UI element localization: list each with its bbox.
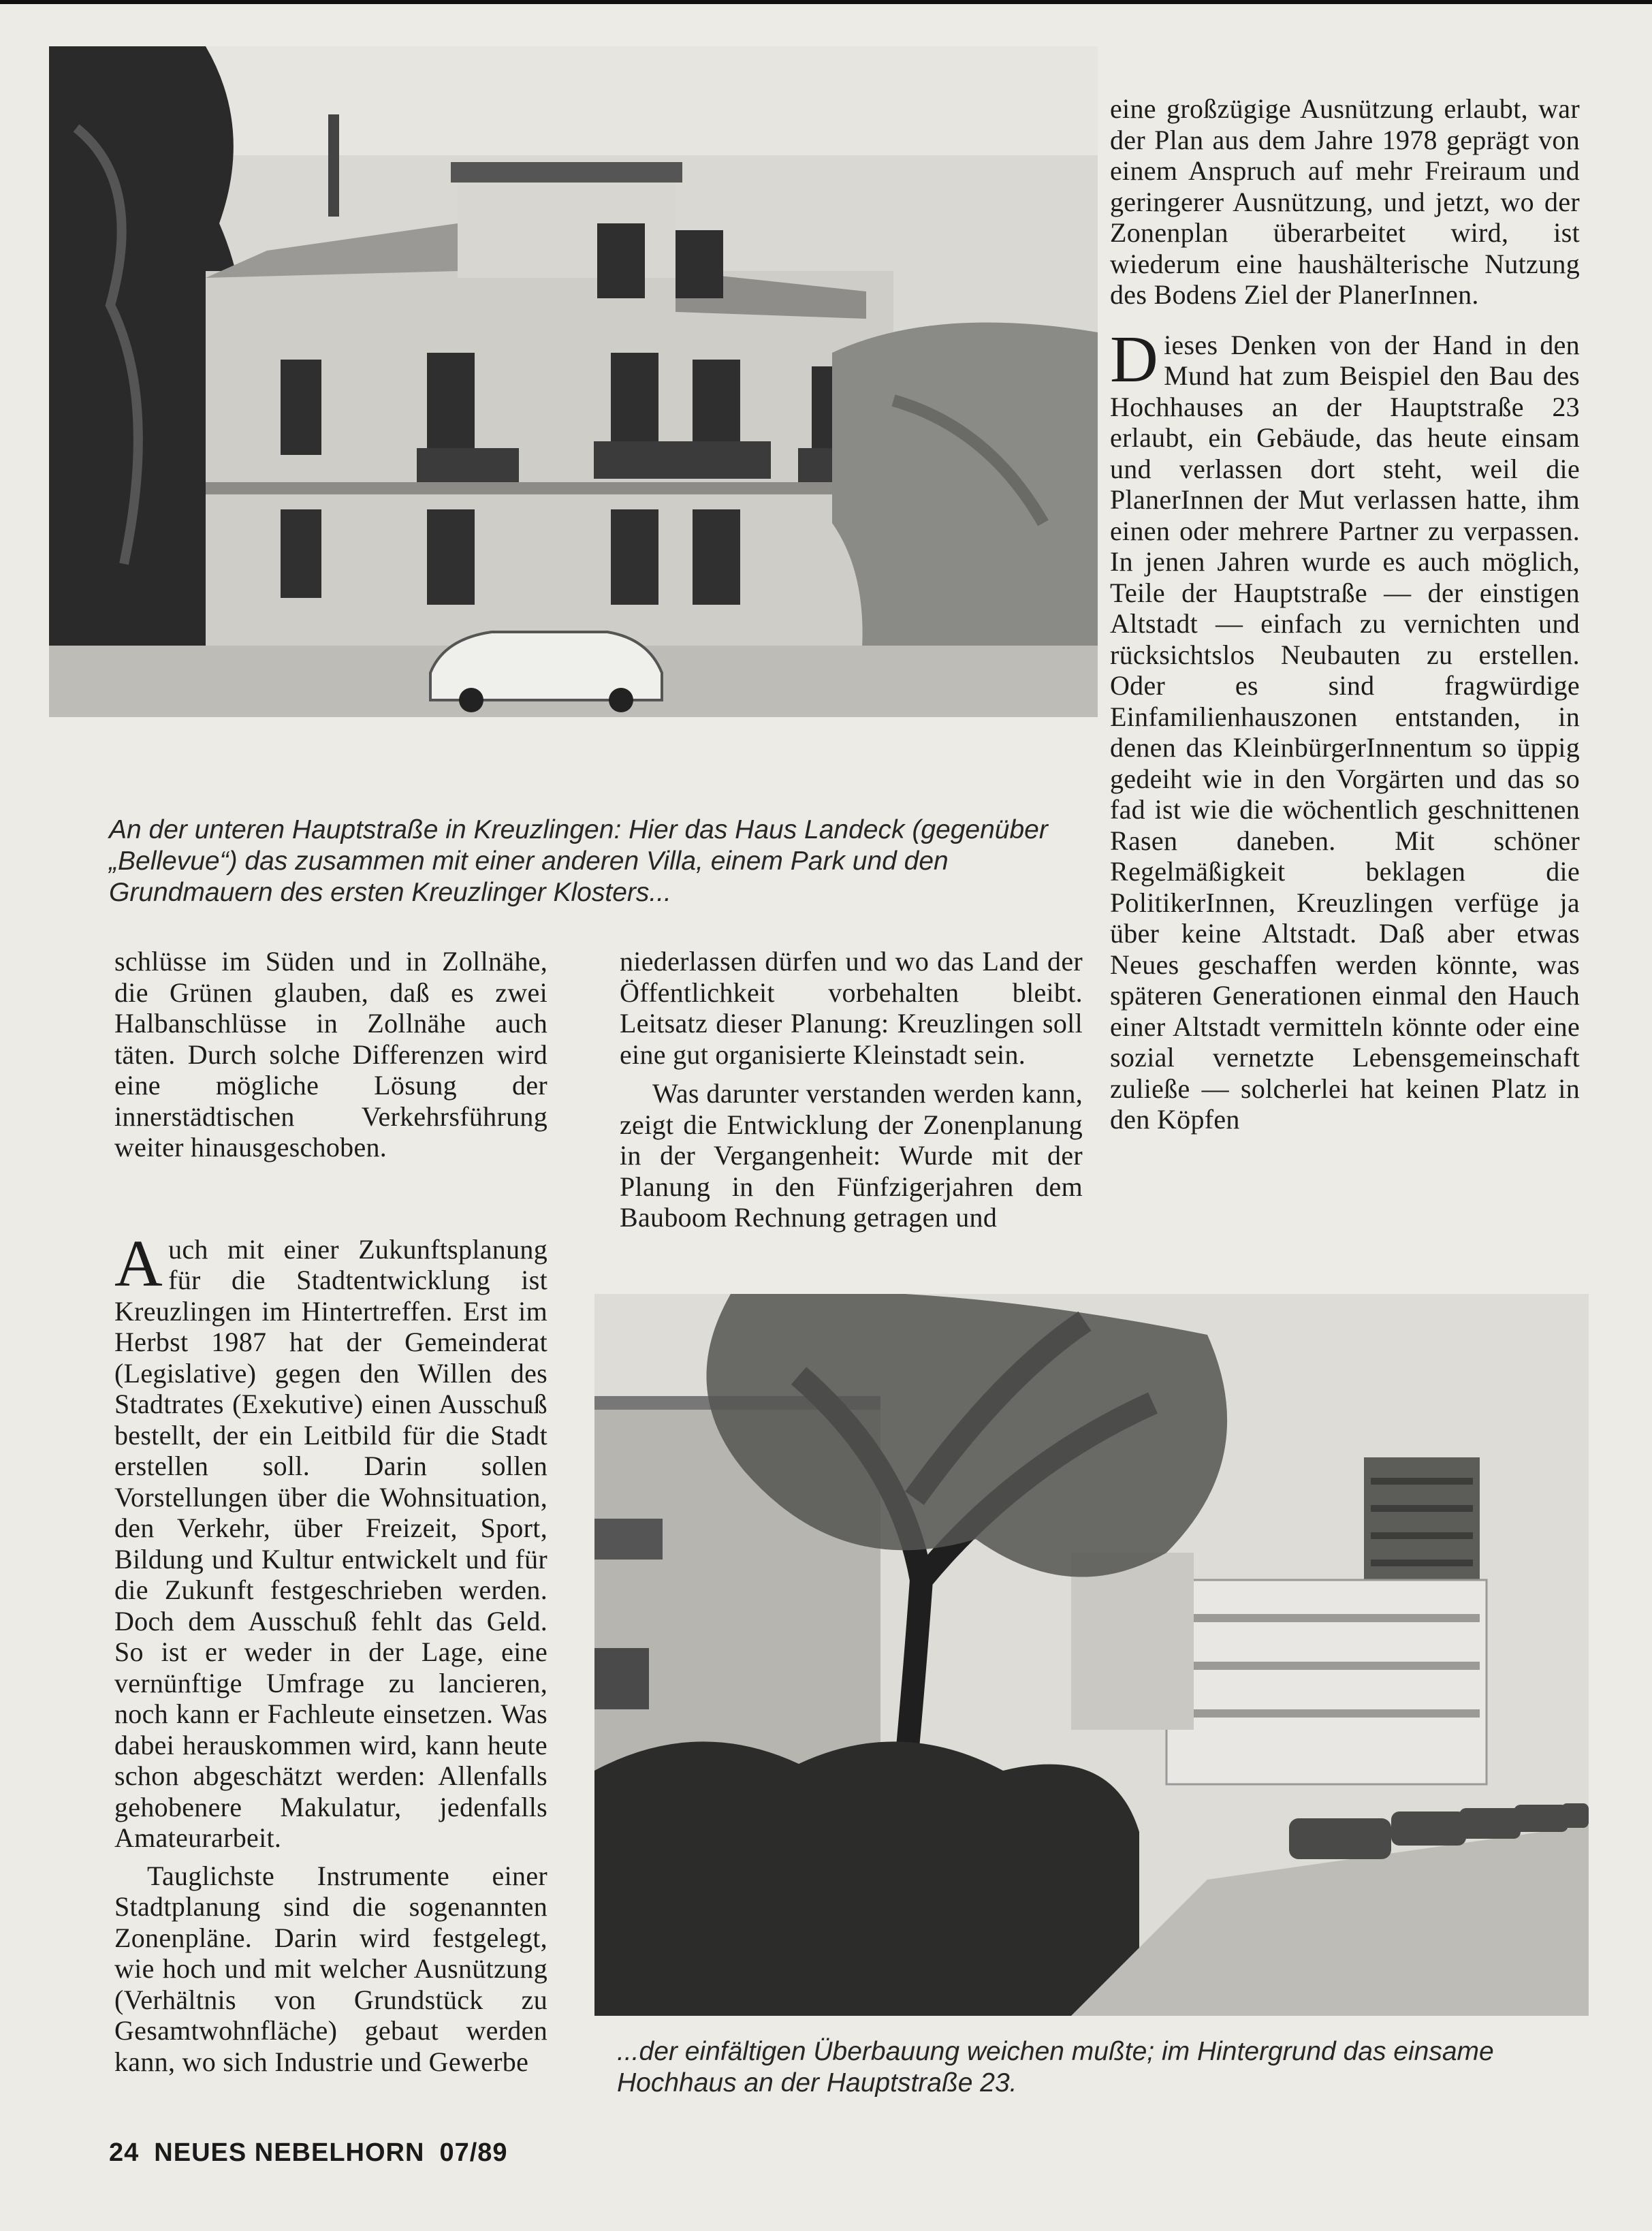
paragraph: Was darunter verstanden werden kann, zeigt die Entwicklung der Zonenplanung in der Vergangenheit: Wurde mit der Planung in den Fünfzigerjahren dem Bauboom Rechnung getragen und [620,1078,1083,1233]
drop-cap: D [1110,322,1159,396]
photo-haus-landeck [49,46,1098,717]
issue-number: 07/89 [439,2138,508,2167]
paragraph: eine großzügige Ausnützung erlaubt, war der Plan aus dem Jahre 1978 geprägt von einem Anspruch auf mehr Freiraum und geringerer Ausnützung, und jetzt, wo der Zonenplan überarbeitet wird, ist wiederum eine haushälterische Nutzung des Bodens Ziel der PlanerInnen. [1110,93,1580,310]
page-number: 24 [109,2138,140,2167]
column-middle [620,946,1083,1233]
magazine-name: NEUES NEBELHORN [154,2138,425,2167]
page-footer [109,2138,523,2168]
caption-bottom-photo: ...der einfältigen Überbauung weichen mußte; im Hintergrund das einsame Hochhaus an der Hauptstraße 23. [617,2037,1494,2098]
paragraph: Auch mit einer Zukunftsplanung für die Stadtentwicklung ist Kreuzlingen im Hintertreffen. Erst im Herbst 1987 hat der Gemeinderat (Legislative) gegen den Willen des Stadtrates (Exekutive) einen Ausschuß bestellt, der ein Leitbild für die Stadt erstellen soll. Darin sollen Vorstellungen über die Wohnsituation, den Verkehr, über Freizeit, Sport, Bildung und Kultur entwickelt und für die Zukunft festgeschrieben werden. Doch dem Ausschuß fehlt das Geld. So ist er weder in der Lage, eine vernünftige Umfrage zu lancieren, noch kann er Fachleute einsetzen. Was dabei herauskommen wird, kann heute schon abgeschätzt werden: Allenfalls gehobenere Makulatur, jedenfalls Amateurarbeit. [114,1227,547,1853]
drop-cap: A [114,1227,163,1301]
paragraph: Dieses Denken von der Hand in den Mund hat zum Beispiel den Bau des Hochhauses an der Hauptstraße 23 erlaubt, ein Gebäude, das heute einsam und verlassen dort steht, weil die PlanerInnen der Mut verlassen hatte, ihm einen oder mehrere Partner zu verpassen. In jenen Jahren wurde es auch möglich, Teile der Hauptstraße — der einstigen Altstadt — einfach zu vernichten und rücksichtslos Neubauten zu erstellen. Oder es sind fragwürdige Einfamilienhauszonen entstanden, in denen das KleinbürgerInnentum so üppig gedeiht wie in den Vorgärten und das so fad ist wie die wöchentlich geschnittenen Rasen daneben. Mit schöner Regelmäßigkeit beklagen die PolitikerInnen, Kreuzlingen verfüge ja über keine Altstadt. Daß aber etwas Neues geschaffen werden könnte, was späteren Generationen einmal den Hauch einer Altstadt vermitteln könnte oder eine sozial vernetzte Lebensgemeinschaft zuließe — solcherlei hat keinen Platz in den Köpfen [1110,322,1580,1135]
paragraph: schlüsse im Süden und in Zollnähe, die Grünen glauben, daß es zwei Halbanschlüsse in Zollnähe auch täten. Durch solche Differenzen wird eine mögliche Lösung der innerstädtischen Verkehrsführung weiter hinausgeschoben. [114,946,547,1162]
column-right-upper [1110,93,1580,1135]
column-left [114,946,547,2077]
page-top-edge [0,0,1652,4]
caption-top-photo: An der unteren Hauptstraße in Kreuzlingen: Hier das Haus Landeck (gegenüber „Bellevue“) das zusammen mit einer anderen Villa, einem Park und den Grundmauern des ersten Kreuzlinger Klosters... [109,815,1048,907]
paragraph: niederlassen dürfen und wo das Land der Öffentlichkeit vorbehalten bleibt. Leitsatz dieser Planung: Kreuzlingen soll eine gut organisierte Kleinstadt sein. [620,946,1083,1070]
paragraph: Tauglichste Instrumente einer Stadtplanung sind die sogenannten Zonenpläne. Darin wird festgelegt, wie hoch und mit welcher Ausnützung (Verhältnis von Grundstück zu Gesamtwohnfläche) gebaut werden kann, wo sich Industrie und Gewerbe [114,1860,547,2077]
photo-hochhaus [594,1294,1589,2016]
